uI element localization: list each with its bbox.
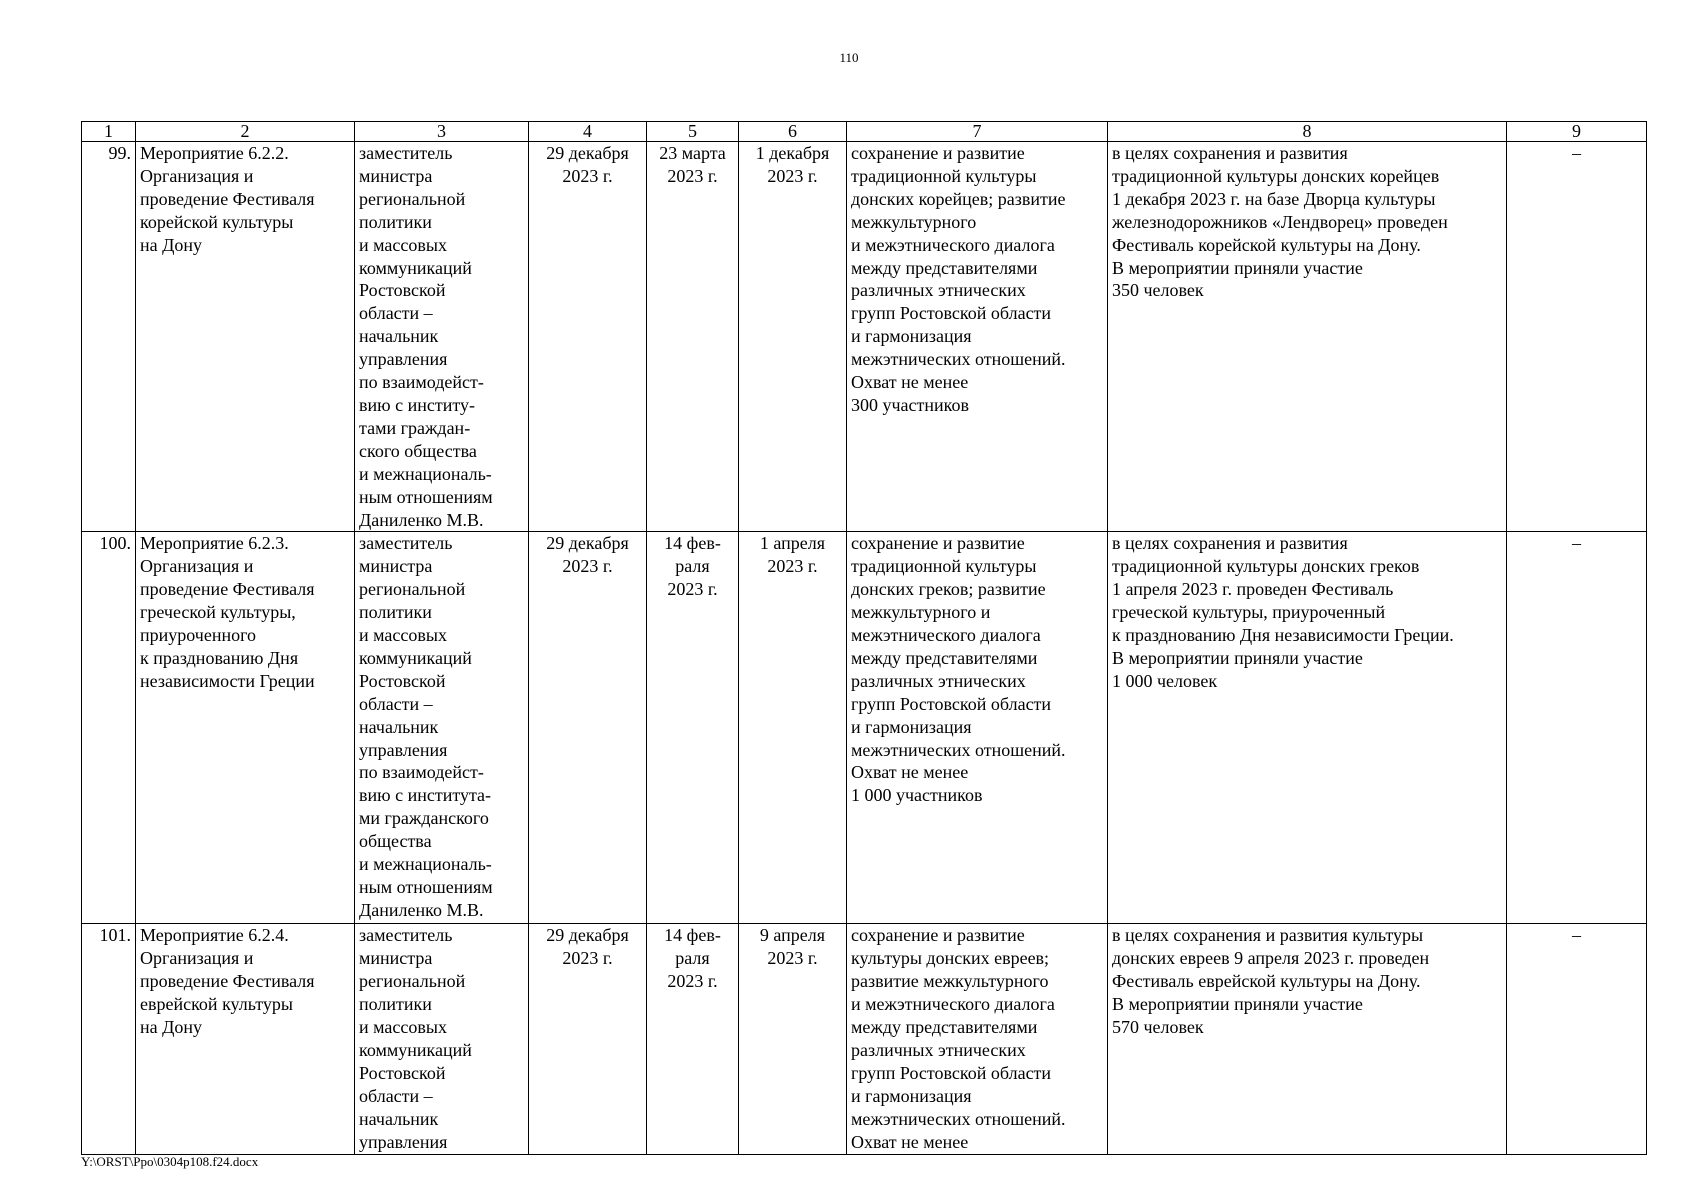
expected-result: сохранение и развитие традиционной культуры донских корейцев; развитие межкультурного и межэтнического диалога между представителями различных этнических групп Ростовской области и гармонизация межэтнических отношений. Охват не менее 300 участников [847, 142, 1108, 532]
header-cell-6: 6 [739, 122, 847, 142]
report-table [81, 121, 1647, 1155]
end-date: 1 апреля 2023 г. [739, 532, 847, 924]
note: – [1507, 924, 1647, 1155]
table-row [82, 532, 1647, 924]
table-row [82, 142, 1647, 532]
start-date: 14 фев- раля 2023 г. [647, 532, 739, 924]
responsible-person: заместитель министра региональной политики и массовых коммуникаций Ростовской области – начальник управления [355, 924, 529, 1155]
row-number: 100. [82, 532, 136, 924]
event-name: Мероприятие 6.2.3. Организация и проведение Фестиваля греческой культуры, приуроченного к празднованию Дня независимости Греции [136, 532, 355, 924]
plan-date: 29 декабря 2023 г. [529, 142, 647, 532]
note: – [1507, 532, 1647, 924]
actual-result: в целях сохранения и развития традиционной культуры донских греков 1 апреля 2023 г. проведен Фестиваль греческой культуры, приуроченный к празднованию Дня независимости Греции. В мероприятии приняли участие 1 000 человек [1108, 532, 1507, 924]
plan-date: 29 декабря 2023 г. [529, 924, 647, 1155]
start-date: 23 марта 2023 г. [647, 142, 739, 532]
actual-result: в целях сохранения и развития традиционной культуры донских корейцев 1 декабря 2023 г. на базе Дворца культуры железнодорожников «Лендворец» проведен Фестиваль корейской культуры на Дону. В мероприятии приняли участие 350 человек [1108, 142, 1507, 532]
start-date: 14 фев- раля 2023 г. [647, 924, 739, 1155]
table-header-row [82, 122, 1647, 142]
header-cell-7: 7 [847, 122, 1108, 142]
row-number: 101. [82, 924, 136, 1155]
footer-file-path: Y:\ORST\Ppo\0304p108.f24.docx [81, 1154, 259, 1169]
expected-result: сохранение и развитие культуры донских евреев; развитие межкультурного и межэтнического диалога между представителями различных этнических групп Ростовской области и гармонизация межэтнических отношений. Охват не менее [847, 924, 1108, 1155]
row-number: 99. [82, 142, 136, 532]
header-cell-5: 5 [647, 122, 739, 142]
end-date: 1 декабря 2023 г. [739, 142, 847, 532]
header-cell-4: 4 [529, 122, 647, 142]
actual-result: в целях сохранения и развития культуры донских евреев 9 апреля 2023 г. проведен Фестиваль еврейской культуры на Дону. В мероприятии приняли участие 570 человек [1108, 924, 1507, 1155]
header-cell-8: 8 [1108, 122, 1507, 142]
plan-date: 29 декабря 2023 г. [529, 532, 647, 924]
responsible-person: заместитель министра региональной политики и массовых коммуникаций Ростовской области – начальник управления по взаимодейст- вию с института- ми гражданского общества и межнациональ- ным отношениям Даниленко М.В. [355, 532, 529, 924]
header-cell-2: 2 [136, 122, 355, 142]
event-name: Мероприятие 6.2.2. Организация и проведение Фестиваля корейской культуры на Дону [136, 142, 355, 532]
note: – [1507, 142, 1647, 532]
header-cell-3: 3 [355, 122, 529, 142]
header-cell-9: 9 [1507, 122, 1647, 142]
end-date: 9 апреля 2023 г. [739, 924, 847, 1155]
table-row [82, 924, 1647, 1155]
page-number: 110 [839, 50, 859, 65]
header-cell-1: 1 [82, 122, 136, 142]
expected-result: сохранение и развитие традиционной культуры донских греков; развитие межкультурного и межэтнического диалога между представителями различных этнических групп Ростовской области и гармонизация межэтнических отношений. Охват не менее 1 000 участников [847, 532, 1108, 924]
responsible-person: заместитель министра региональной политики и массовых коммуникаций Ростовской области – начальник управления по взаимодейст- вию с институ- тами граждан- ского общества и межнациональ- ным отношениям Даниленко М.В. [355, 142, 529, 532]
event-name: Мероприятие 6.2.4. Организация и проведение Фестиваля еврейской культуры на Дону [136, 924, 355, 1155]
